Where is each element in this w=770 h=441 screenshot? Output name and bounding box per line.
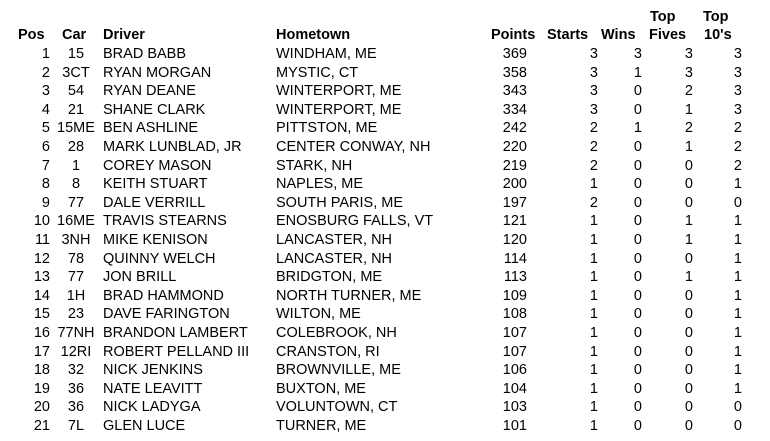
starts-cell: 1 [589, 343, 598, 360]
hometown-cell: COLEBROOK, NH [276, 324, 397, 341]
hometown-cell: SOUTH PARIS, ME [276, 194, 404, 211]
starts-cell: 1 [589, 213, 598, 230]
hometown-cell: MYSTIC, CT [276, 64, 359, 81]
wins-cell: 0 [633, 194, 642, 211]
driver-cell: KEITH STUART [103, 176, 208, 193]
hometown-cell: BROWNVILLE, ME [276, 362, 401, 379]
points-cell: 104 [502, 380, 527, 397]
wins-cell: 0 [633, 343, 642, 360]
top-fives-cell: 2 [684, 83, 693, 100]
hometown-cell: BRIDGTON, ME [276, 269, 383, 286]
top-fives-cell: 1 [684, 231, 693, 248]
top-tens-cell: 3 [733, 83, 742, 100]
table-row [0, 398, 770, 417]
top-fives-cell: 1 [684, 269, 693, 286]
top-tens-cell: 1 [733, 343, 742, 360]
driver-cell: DAVE FARINGTON [103, 306, 230, 323]
top-tens-cell: 2 [733, 157, 742, 174]
points-cell: 200 [502, 176, 527, 193]
starts-cell: 2 [589, 120, 598, 137]
top-tens-cell: 1 [733, 250, 742, 267]
top-fives-cell: 0 [684, 324, 693, 341]
car-number-cell: 36 [67, 399, 85, 416]
starts-cell: 1 [589, 306, 598, 323]
table-row [0, 82, 770, 101]
hometown-cell: LANCASTER, NH [276, 231, 393, 248]
starts-cell: 1 [589, 362, 598, 379]
starts-cell: 1 [589, 399, 598, 416]
wins-cell: 1 [633, 64, 642, 81]
wins-cell: 3 [633, 46, 642, 62]
top-fives-cell: 0 [684, 417, 693, 434]
position-cell: 15 [33, 306, 50, 323]
wins-cell: 0 [633, 362, 642, 379]
points-cell: 103 [502, 399, 527, 416]
header-starts: Starts [547, 27, 589, 43]
points-cell: 197 [502, 194, 527, 211]
starts-cell: 1 [589, 269, 598, 286]
car-number-cell: 3CT [62, 64, 90, 81]
position-cell: 13 [33, 269, 50, 286]
wins-cell: 0 [633, 101, 642, 118]
car-number-cell: 21 [67, 101, 85, 118]
top-fives-cell: 0 [684, 380, 693, 397]
top-tens-cell: 0 [733, 194, 742, 211]
wins-cell: 0 [633, 83, 642, 100]
table-row [0, 138, 770, 157]
table-row [0, 64, 770, 83]
starts-cell: 3 [589, 83, 598, 100]
position-cell: 9 [41, 194, 50, 211]
header-pos: Pos [18, 27, 45, 43]
starts-cell: 1 [589, 287, 598, 304]
header-top-fives-line2: Fives [649, 27, 687, 43]
car-number-cell: 32 [67, 362, 85, 379]
car-number-cell: 1H [66, 287, 86, 304]
top-fives-cell: 1 [684, 213, 693, 230]
table-row [0, 45, 770, 64]
points-cell: 106 [502, 362, 527, 379]
top-tens-cell: 1 [733, 306, 742, 323]
wins-cell: 0 [633, 231, 642, 248]
wins-cell: 0 [633, 380, 642, 397]
wins-cell: 0 [633, 287, 642, 304]
position-cell: 7 [41, 157, 50, 174]
position-cell: 4 [41, 101, 50, 118]
hometown-cell: BUXTON, ME [276, 380, 366, 397]
hometown-cell: WINTERPORT, ME [276, 101, 402, 118]
points-cell: 358 [502, 64, 527, 81]
top-tens-cell: 3 [733, 46, 742, 62]
car-number-cell: 8 [71, 176, 81, 193]
top-tens-cell: 1 [733, 324, 742, 341]
table-row [0, 250, 770, 269]
points-cell: 107 [502, 324, 527, 341]
position-cell: 18 [33, 362, 50, 379]
table-row [0, 380, 770, 399]
table-row [0, 157, 770, 176]
car-number-cell: 1 [71, 157, 81, 174]
standings-table [0, 45, 770, 435]
hometown-cell: NAPLES, ME [276, 176, 364, 193]
header-driver: Driver [103, 27, 145, 43]
starts-cell: 1 [589, 176, 598, 193]
position-cell: 3 [41, 83, 50, 100]
table-row [0, 212, 770, 231]
top-fives-cell: 0 [684, 399, 693, 416]
top-fives-cell: 1 [684, 138, 693, 155]
position-cell: 20 [33, 399, 50, 416]
table-row [0, 119, 770, 138]
hometown-cell: VOLUNTOWN, CT [276, 399, 398, 416]
hometown-cell: WILTON, ME [276, 306, 361, 323]
top-fives-cell: 0 [684, 250, 693, 267]
points-cell: 114 [503, 250, 527, 267]
position-cell: 8 [41, 176, 50, 193]
header-top-tens-line1: Top [703, 9, 729, 25]
top-tens-cell: 1 [733, 269, 742, 286]
car-number-cell: 16ME [57, 213, 95, 230]
wins-cell: 0 [633, 213, 642, 230]
car-number-cell: 28 [67, 138, 85, 155]
points-cell: 242 [502, 120, 527, 137]
header-wins: Wins [601, 27, 636, 43]
top-tens-cell: 3 [733, 64, 742, 81]
wins-cell: 0 [633, 324, 642, 341]
table-row [0, 175, 770, 194]
points-cell: 369 [502, 46, 527, 62]
driver-cell: TRAVIS STEARNS [103, 213, 227, 230]
header-top-fives-line1: Top [650, 9, 676, 25]
driver-cell: NICK JENKINS [103, 362, 203, 379]
wins-cell: 0 [633, 250, 642, 267]
points-cell: 343 [502, 83, 527, 100]
top-tens-cell: 3 [733, 101, 742, 118]
driver-cell: JON BRILL [103, 269, 177, 286]
table-row [0, 324, 770, 343]
starts-cell: 2 [589, 138, 598, 155]
position-cell: 21 [33, 417, 50, 434]
header-car: Car [62, 27, 87, 43]
position-cell: 12 [33, 250, 50, 267]
car-number-cell: 77NH [57, 324, 95, 341]
position-cell: 6 [41, 138, 50, 155]
table-row [0, 305, 770, 324]
hometown-cell: STARK, NH [276, 157, 353, 174]
starts-cell: 3 [589, 64, 598, 81]
driver-cell: COREY MASON [103, 157, 212, 174]
wins-cell: 0 [633, 306, 642, 323]
car-number-cell: 77 [67, 194, 85, 211]
driver-cell: SHANE CLARK [103, 101, 206, 118]
car-number-cell: 23 [67, 306, 85, 323]
starts-cell: 1 [589, 380, 598, 397]
car-number-cell: 77 [67, 269, 85, 286]
car-number-cell: 3NH [61, 231, 91, 248]
points-cell: 109 [502, 287, 527, 304]
table-row [0, 101, 770, 120]
hometown-cell: CENTER CONWAY, NH [276, 138, 431, 155]
starts-cell: 2 [589, 157, 598, 174]
points-cell: 120 [502, 231, 527, 248]
driver-cell: BRANDON LAMBERT [103, 324, 248, 341]
top-tens-cell: 1 [733, 176, 742, 193]
driver-cell: BRAD HAMMOND [103, 287, 224, 304]
car-number-cell: 15 [67, 46, 85, 62]
car-number-cell: 36 [67, 380, 85, 397]
wins-cell: 0 [633, 157, 642, 174]
points-cell: 108 [502, 306, 527, 323]
top-tens-cell: 1 [733, 380, 742, 397]
table-row [0, 287, 770, 306]
points-cell: 219 [502, 157, 527, 174]
driver-cell: GLEN LUCE [103, 417, 186, 434]
top-tens-cell: 2 [733, 138, 742, 155]
top-fives-cell: 0 [684, 287, 693, 304]
points-cell: 107 [502, 343, 527, 360]
hometown-cell: PITTSTON, ME [276, 120, 378, 137]
hometown-cell: NORTH TURNER, ME [276, 287, 422, 304]
table-row [0, 231, 770, 250]
header-top-tens-line2: 10's [704, 27, 732, 43]
hometown-cell: CRANSTON, RI [276, 343, 380, 360]
top-fives-cell: 1 [684, 101, 693, 118]
points-cell: 121 [502, 213, 527, 230]
car-number-cell: 15ME [57, 120, 95, 137]
driver-cell: DALE VERRILL [103, 194, 206, 211]
top-tens-cell: 0 [733, 399, 742, 416]
top-fives-cell: 0 [684, 194, 693, 211]
hometown-cell: TURNER, ME [276, 417, 367, 434]
top-fives-cell: 3 [684, 64, 693, 81]
top-tens-cell: 1 [733, 362, 742, 379]
driver-cell: BRAD BABB [103, 46, 186, 62]
wins-cell: 0 [633, 176, 642, 193]
hometown-cell: WINDHAM, ME [276, 46, 377, 62]
starts-cell: 1 [589, 250, 598, 267]
car-number-cell: 78 [67, 250, 85, 267]
table-row [0, 268, 770, 287]
top-fives-cell: 0 [684, 157, 693, 174]
position-cell: 11 [34, 231, 50, 248]
top-fives-cell: 0 [684, 362, 693, 379]
top-fives-cell: 2 [684, 120, 693, 137]
points-cell: 101 [502, 417, 527, 434]
position-cell: 14 [33, 287, 50, 304]
position-cell: 5 [41, 120, 50, 137]
table-row [0, 343, 770, 362]
top-tens-cell: 1 [733, 213, 742, 230]
driver-cell: ROBERT PELLAND III [103, 343, 250, 360]
position-cell: 10 [33, 213, 50, 230]
table-row [0, 417, 770, 436]
header-points: Points [491, 27, 536, 43]
starts-cell: 1 [589, 324, 598, 341]
top-tens-cell: 1 [733, 231, 742, 248]
wins-cell: 0 [633, 269, 642, 286]
top-fives-cell: 0 [684, 306, 693, 323]
position-cell: 17 [33, 343, 50, 360]
top-tens-cell: 2 [733, 120, 742, 137]
points-cell: 113 [503, 269, 527, 286]
top-fives-cell: 0 [684, 343, 693, 360]
car-number-cell: 12RI [60, 343, 92, 360]
driver-cell: MARK LUNBLAD, JR [103, 138, 242, 155]
car-number-cell: 7L [67, 417, 85, 434]
starts-cell: 1 [589, 417, 598, 434]
starts-cell: 3 [589, 101, 598, 118]
driver-cell: NICK LADYGA [103, 399, 201, 416]
top-tens-cell: 1 [733, 287, 742, 304]
starts-cell: 3 [589, 46, 598, 62]
table-row [0, 361, 770, 380]
top-fives-cell: 0 [684, 176, 693, 193]
driver-cell: MIKE KENISON [103, 231, 208, 248]
driver-cell: NATE LEAVITT [103, 380, 203, 397]
starts-cell: 2 [589, 194, 598, 211]
points-cell: 220 [502, 138, 527, 155]
header-hometown: Hometown [276, 27, 351, 43]
car-number-cell: 54 [67, 83, 85, 100]
driver-cell: RYAN DEANE [103, 83, 196, 100]
wins-cell: 0 [633, 417, 642, 434]
top-tens-cell: 0 [733, 417, 742, 434]
wins-cell: 1 [633, 120, 642, 137]
position-cell: 19 [33, 380, 50, 397]
position-cell: 2 [41, 64, 50, 81]
hometown-cell: ENOSBURG FALLS, VT [276, 213, 434, 230]
top-fives-cell: 3 [684, 46, 693, 62]
hometown-cell: LANCASTER, NH [276, 250, 393, 267]
hometown-cell: WINTERPORT, ME [276, 83, 402, 100]
starts-cell: 1 [589, 231, 598, 248]
position-cell: 16 [33, 324, 50, 341]
driver-cell: BEN ASHLINE [103, 120, 199, 137]
table-row [0, 194, 770, 213]
wins-cell: 0 [633, 399, 642, 416]
position-cell: 1 [41, 46, 50, 62]
driver-cell: QUINNY WELCH [103, 250, 216, 267]
wins-cell: 0 [633, 138, 642, 155]
points-cell: 334 [502, 101, 527, 118]
driver-cell: RYAN MORGAN [103, 64, 212, 81]
